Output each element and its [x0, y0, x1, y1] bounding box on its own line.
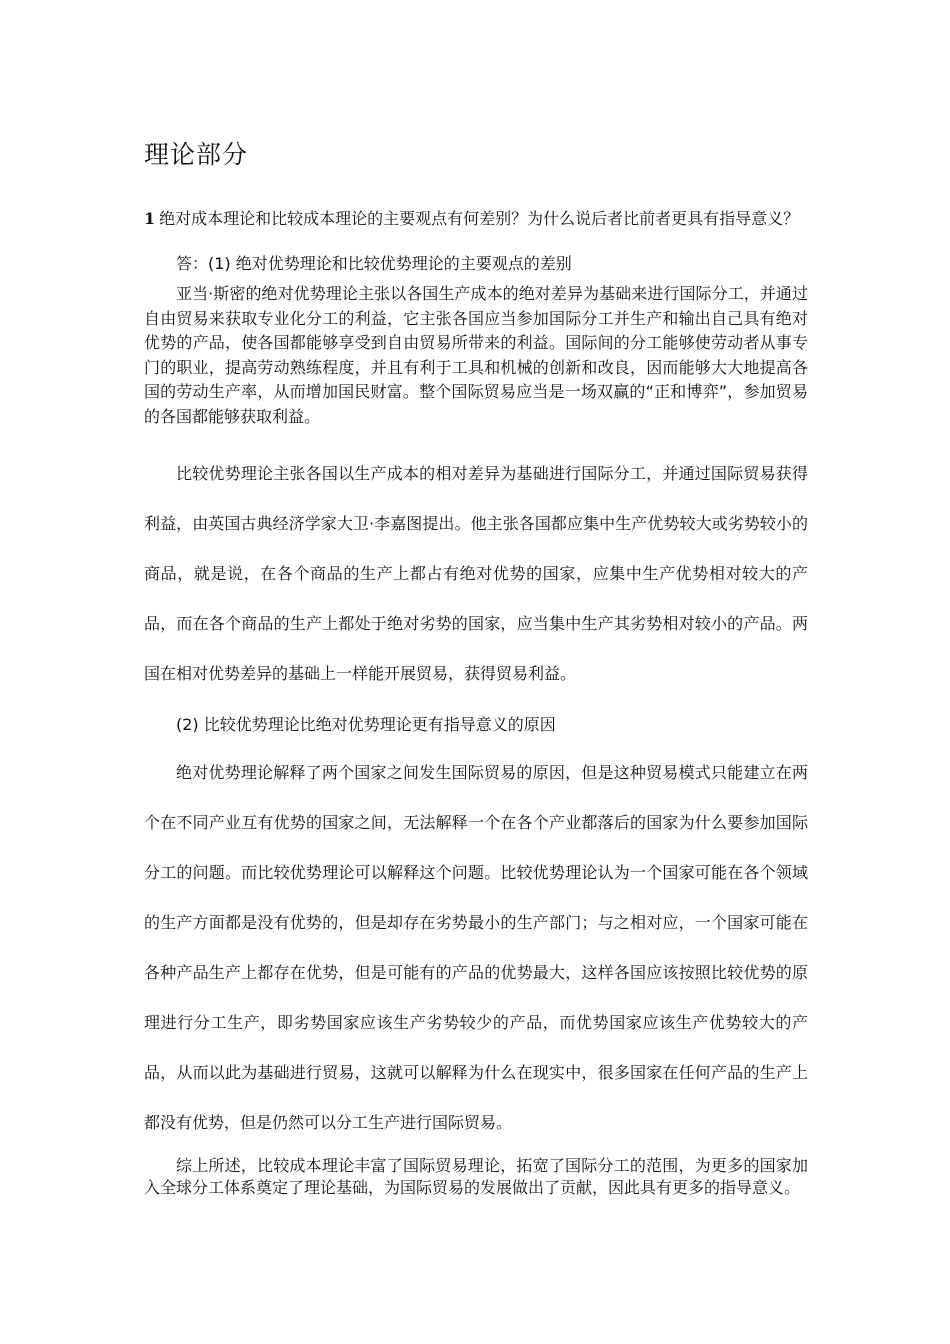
answer-paragraph-3: 绝对优势理论解释了两个国家之间发生国际贸易的原因，但是这种贸易模式只能建立在两个在不同产业互有优势的国家之间，无法解释一个在各个产业都落后的国家为什么要参加国际分工的问题。而比较优势理论可以解释这个问题。比较优势理论认为一个国家可能在各个领域的生产方面都是没有优势的，但是却存在劣势最小的生产部门；与之相对应，一个国家可能在各种产品生产上都存在优势，但是可能有的产品的优势最大，这样各国应该按照比较优势的原理进行分工生产，即劣势国家应该生产劣势较少的产品，而优势国家应该生产优势较大的产品，从而以此为基础进行贸易，这就可以解释为什么在现实中，很多国家在任何产品的生产上都没有优势，但是仍然可以分工生产进行国际贸易。 — [144, 763, 808, 1132]
answer-paragraph-2: 比较优势理论主张各国以生产成本的相对差异为基础进行国际分工，并通过国际贸易获得利益，由英国古典经济学家大卫·李嘉图提出。他主张各国都应集中生产优势较大或劣势较小的商品，就是说，在各个商品的生产上都占有绝对优势的国家，应集中生产优势相对较大的产品，而在各个商品的生产上都处于绝对劣势的国家，应当集中生产其劣势相对较小的产品。两国在相对优势差异的基础上一样能开展贸易，获得贸易利益。 — [144, 464, 808, 683]
question — [144, 208, 808, 229]
answer-heading-1: 答：(1) 绝对优势理论和比较优势理论的主要观点的差别 — [176, 254, 572, 273]
section-title: 理论部分 — [144, 140, 249, 169]
answer-heading-2: (2) 比较优势理论比绝对优势理论更有指导意义的原因 — [176, 715, 556, 734]
question-text: 绝对成本理论和比较成本理论的主要观点有何差别？为什么说后者比前者更具有指导意义？ — [159, 209, 800, 228]
question-number: 1 — [144, 209, 156, 228]
conclusion-paragraph: 综上所述，比较成本理论丰富了国际贸易理论，拓宽了国际分工的范围，为更多的国家加入全球分工体系奠定了理论基础，为国际贸易的发展做出了贡献，因此具有更多的指导意义。 — [144, 1156, 808, 1197]
answer-paragraph-1: 亚当·斯密的绝对优势理论主张以各国生产成本的绝对差异为基础来进行国际分工，并通过自由贸易来获取专业化分工的利益，它主张各国应当参加国际分工并生产和输出自己具有绝对优势的产品，使各国都能够享受到自由贸易所带来的利益。国际间的分工能够使劳动者从事专门的职业，提高劳动熟练程度，并且有利于工具和机械的创新和改良，因而能够大大地提高各国的劳动生产率，从而增加国民财富。整个国际贸易应当是一场双赢的“正和博弈”，参加贸易的各国都能够获取利益。 — [144, 284, 808, 426]
